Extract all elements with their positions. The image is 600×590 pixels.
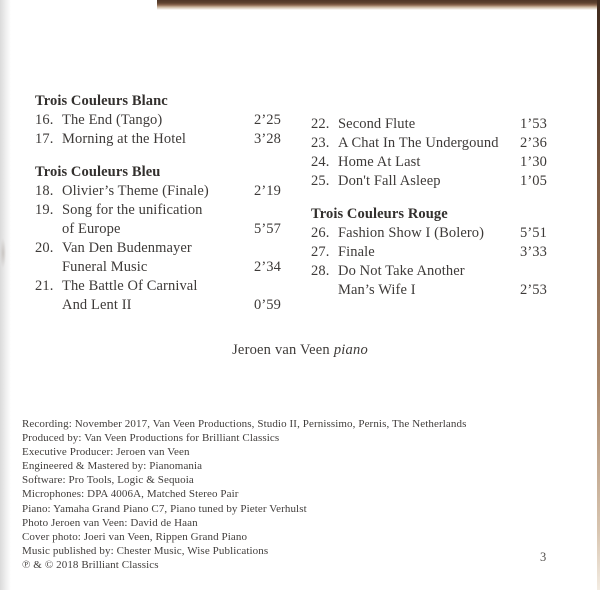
track-row	[311, 243, 547, 262]
section-bleu	[35, 163, 281, 315]
section-heading: Trois Couleurs Blanc	[35, 93, 168, 109]
track-title: Olivier’s Theme (Finale)	[62, 183, 209, 199]
track-title: of Europe	[62, 221, 121, 237]
page-top-edge	[157, 0, 600, 10]
track-title: Home At Last	[338, 154, 421, 170]
credits-block	[22, 417, 542, 572]
track-time: 5’51	[520, 225, 547, 241]
track-number: 26.	[311, 225, 330, 241]
track-number: 27.	[311, 244, 330, 260]
section-rouge	[311, 205, 547, 300]
track-title: Morning at the Hotel	[62, 131, 187, 147]
track-number: 20.	[35, 240, 54, 256]
section-heading: Trois Couleurs Bleu	[35, 164, 161, 180]
track-title: Man’s Wife I	[338, 282, 416, 298]
credit-line-copyright: ℗ & © 2018 Brilliant Classics	[22, 558, 159, 571]
credit-line-recording: Recording: November 2017, Van Veen Productions, Studio II, Pernissimo, Pernis, The Netherlands	[22, 418, 467, 430]
track-title: Song for the unification	[62, 202, 203, 218]
track-time: 2’36	[520, 135, 547, 151]
track-row	[35, 130, 281, 149]
section-blanc	[35, 92, 281, 149]
track-title: A Chat In The Undergound	[338, 135, 499, 151]
track-number: 19.	[35, 202, 54, 218]
track-time: 3’33	[520, 244, 547, 260]
performer-name: Jeroen van Veen	[232, 342, 330, 358]
page-left-edge-notch	[0, 238, 6, 268]
track-row	[311, 262, 547, 281]
track-row-continuation	[35, 296, 281, 315]
track-time: 1’05	[520, 173, 547, 189]
section-bleu-continued	[311, 115, 547, 191]
track-number: 23.	[311, 135, 330, 151]
track-row	[35, 182, 281, 201]
track-time: 2’53	[520, 282, 547, 298]
credit-line-microphones: Microphones: DPA 4006A, Matched Stereo Pair	[22, 488, 239, 501]
tracklist-right-column	[311, 115, 547, 300]
track-number-spacer	[35, 296, 62, 315]
track-title: Don't Fall Asleep	[338, 173, 441, 189]
track-row	[311, 153, 547, 172]
credit-line-piano: Piano: Yamaha Grand Piano C7, Piano tuned by Pieter Verhulst	[22, 502, 307, 515]
track-row	[35, 277, 281, 296]
track-row	[35, 201, 281, 220]
track-title: The End (Tango)	[62, 112, 163, 128]
track-title: Do Not Take Another	[338, 263, 465, 279]
track-time: 1’30	[520, 154, 547, 170]
track-title: Funeral Music	[62, 259, 148, 275]
page-left-edge	[0, 0, 11, 590]
track-row-continuation	[35, 220, 281, 239]
tracklist-left-column	[35, 92, 281, 315]
credit-line-photo: Photo Jeroen van Veen: David de Haan	[22, 516, 198, 529]
credit-line-executive-producer: Executive Producer: Jeroen van Veen	[22, 446, 190, 459]
track-title: Fashion Show I (Bolero)	[338, 225, 485, 241]
track-time: 5’57	[254, 221, 281, 237]
track-number-spacer	[35, 220, 62, 239]
track-number: 17.	[35, 131, 54, 147]
credit-line-produced-by: Produced by: Van Veen Productions for Brilliant Classics	[22, 432, 280, 445]
credit-line-cover-photo: Cover photo: Joeri van Veen, Rippen Grand Piano	[22, 530, 248, 543]
page-number: 3	[540, 550, 547, 564]
track-time: 2’34	[254, 259, 281, 275]
track-row-continuation	[35, 258, 281, 277]
track-row-continuation	[311, 281, 547, 300]
track-title: Second Flute	[338, 116, 416, 132]
track-time: 2’25	[254, 112, 281, 128]
track-row	[311, 172, 547, 191]
track-time: 2’19	[254, 183, 281, 199]
track-number: 22.	[311, 116, 330, 132]
track-number: 21.	[35, 278, 54, 294]
track-row	[311, 115, 547, 134]
track-number-spacer	[311, 281, 338, 300]
performer-line	[0, 342, 600, 359]
credit-line-software: Software: Pro Tools, Logic & Sequoia	[22, 474, 194, 487]
track-number-spacer	[35, 258, 62, 277]
credit-line-music-published: Music published by: Chester Music, Wise Publications	[22, 544, 269, 557]
section-heading: Trois Couleurs Rouge	[311, 206, 448, 222]
track-time: 0’59	[254, 297, 281, 313]
track-number: 28.	[311, 263, 330, 279]
track-row	[35, 239, 281, 258]
track-row	[35, 111, 281, 130]
track-time: 3’28	[254, 131, 281, 147]
track-row	[311, 134, 547, 153]
track-number: 16.	[35, 112, 54, 128]
track-title: Van Den Budenmayer	[62, 240, 192, 256]
track-time: 1’53	[520, 116, 547, 132]
track-number: 18.	[35, 183, 54, 199]
track-number: 24.	[311, 154, 330, 170]
performer-instrument: piano	[333, 342, 368, 358]
track-title: Finale	[338, 244, 375, 260]
credit-line-engineered-mastered: Engineered & Mastered by: Pianomania	[22, 460, 203, 473]
track-number: 25.	[311, 173, 330, 189]
track-title: The Battle Of Carnival	[62, 278, 198, 294]
track-title: And Lent II	[62, 297, 132, 313]
track-row	[311, 224, 547, 243]
